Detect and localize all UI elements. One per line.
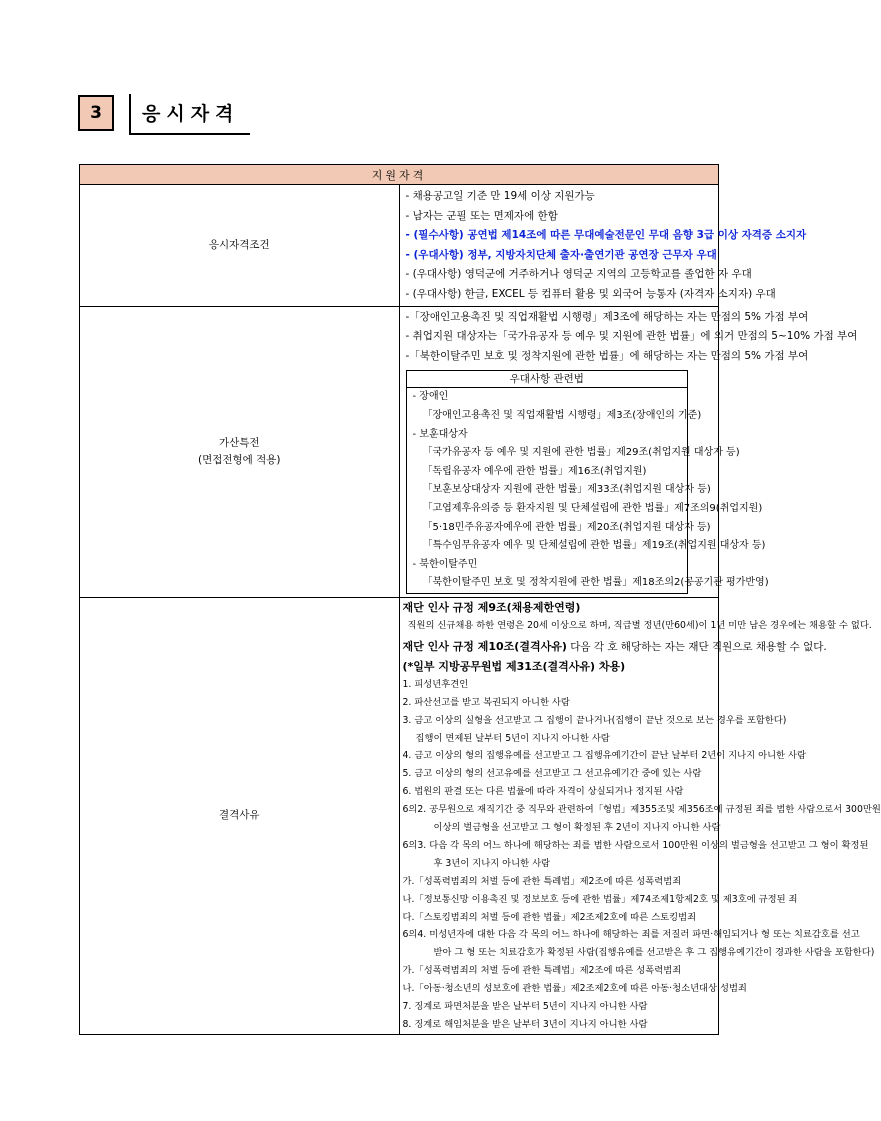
disqualification-item: 이상의 벌금형을 선고받고 그 형이 확정된 후 2년이 지나지 아니한 사람 xyxy=(433,822,721,834)
law-reference-title: (*일부 지방공무원법 제31조(결격사유) 차용) xyxy=(402,659,626,673)
disqualification-item: 나.「아동·청소년의 성보호에 관한 법률」제2조제2호에 따른 아동·청소년대상 성범죄 xyxy=(402,983,747,995)
disqualification-item: 6. 법원의 판결 또는 다른 법률에 따라 자격이 상실되거나 정지된 사람 xyxy=(402,786,684,798)
bonus-line: -「북한이탈주민 보호 및 정착지원에 관한 법률」에 해당하는 자는 만점의 5% 가점 부여 xyxy=(405,349,809,362)
law-item: 「특수임무유공자 예우 및 단체설립에 관한 법률」제19조(취업지원 대상자 등) xyxy=(422,540,766,552)
section-title: 응시자격 xyxy=(142,103,240,125)
table-header: 지원자격 xyxy=(80,165,719,185)
disqualification-item: 6의2. 공무원으로 재직기간 중 직무와 관련하여「형법」제355조및 제356조에 규정된 죄를 범한 사람으로서 300만원 xyxy=(402,804,881,816)
law-category: - 장애인 xyxy=(412,391,449,403)
law-item: 「북한이탈주민 보호 및 정착지원에 관한 법률」제18조의2(공공기관 평가반영) xyxy=(422,577,769,589)
section-number: 3 xyxy=(78,95,114,131)
disqualification-item: 6의3. 다음 각 목의 어느 하나에 해당하는 죄를 범한 사람으로서 100만원 이상의 벌금형을 선고받고 그 형이 확정된 xyxy=(402,839,869,851)
disqualification-item: 6의4. 미성년자에 대한 다음 각 목의 어느 하나에 해당하는 죄를 저질러 파면·해임되거나 형 또는 치료감호를 선고 xyxy=(402,929,860,941)
law-item: 「5·18민주유공자예우에 관한 법률」제20조(취업지원 대상자 등) xyxy=(422,521,711,533)
row-label xyxy=(80,306,400,597)
row-content xyxy=(399,185,807,307)
law-category: - 북한이탈주민 xyxy=(412,558,478,570)
law-item: 「고엽제후유의증 등 환자지원 및 단체설립에 관한 법률」제7조의9(취업지원) xyxy=(422,502,763,514)
law-item: 「독립유공자 예우에 관한 법률」제16조(취업지원) xyxy=(422,465,647,477)
regulation-title: 재단 인사 규정 제9조(채용제한연령) xyxy=(402,600,581,614)
disqualification-item: 4. 금고 이상의 형의 집행유예를 선고받고 그 집행유예기간이 끝난 날부터 2년이 지나지 아니한 사람 xyxy=(402,750,806,762)
bonus-line: -「장애인고용촉진 및 직업재활법 시행령」제3조에 해당하는 자는 만점의 5% 가점 부여 xyxy=(405,310,809,323)
bonus-line: - 취업지원 대상자는「국가유공자 등 예우 및 지원에 관한 법률」에 의거 만점의 5~10% 가점 부여 xyxy=(405,330,858,343)
requirement-line: - 남자는 군필 또는 면제자에 한함 xyxy=(405,209,558,222)
section-divider xyxy=(129,94,131,134)
requirement-line: - (우대사항) 한글, EXCEL 등 컴퓨터 활용 및 외국어 능통자 (자격자 소지자) 우대 xyxy=(405,287,776,300)
row-label-sub: (면접전형에 적용) xyxy=(197,453,281,466)
related-law-box xyxy=(406,370,769,594)
disqualification-item: 후 3년이 지나지 아니한 사람 xyxy=(433,857,551,869)
row-content xyxy=(399,597,881,1034)
qualification-table xyxy=(79,164,881,1035)
disqualification-item: 받아 그 형 또는 치료감호가 확정된 사람(집행유예를 선고받은 후 그 집행유예기간이 경과한 사람을 포함한다) xyxy=(433,947,875,959)
row-content xyxy=(399,306,858,597)
table-row xyxy=(80,185,719,307)
disqualification-item: 다.「스토킹범죄의 처벌 등에 관한 법률」제2조제2호에 따른 스토킹범죄 xyxy=(402,911,697,923)
law-category: - 보훈대상자 xyxy=(412,428,468,440)
row-label-main: 가산특전 xyxy=(218,436,260,449)
disqualification-item: 2. 파산선고를 받고 복권되지 아니한 사람 xyxy=(402,696,570,708)
disqualification-item: 1. 피성년후견인 xyxy=(402,678,469,690)
disqualification-item: 가.「성폭력범죄의 처벌 등에 관한 특례법」제2조에 따른 성폭력범죄 xyxy=(402,875,682,887)
regulation-text: 직원의 신규채용 하한 연령은 20세 이상으로 하며, 직급별 정년(만60세)이 1년 미만 남은 경우에는 채용할 수 없다. xyxy=(407,619,872,631)
row-label: 응시자격조건 xyxy=(80,185,400,307)
law-item: 「보훈보상대상자 지원에 관한 법률」제33조(취업지원 대상자 등) xyxy=(422,484,711,496)
regulation-title: 재단 인사 규정 제10조(결격사유) xyxy=(402,639,567,653)
disqualification-item: 8. 징계로 해임처분을 받은 날부터 3년이 지나지 아니한 사람 xyxy=(402,1019,648,1030)
law-item: 「국가유공자 등 예우 및 지원에 관한 법률」제29조(취업지원 대상자 등) xyxy=(422,447,740,459)
regulation-line xyxy=(400,635,827,657)
disqualification-item: 7. 징계로 파면처분을 받은 날부터 5년이 지나지 아니한 사람 xyxy=(402,1001,648,1013)
disqualification-item: 5. 금고 이상의 형의 선고유예를 선고받고 그 선고유예기간 중에 있는 사람 xyxy=(402,768,702,780)
requirement-line: - 채용공고일 기준 만 19세 이상 지원가능 xyxy=(405,190,595,202)
related-law-title: 우대사항 관련법 xyxy=(407,371,688,388)
disqualification-item: 3. 금고 이상의 실형을 선고받고 그 집행이 끝나거나(집행이 끝난 것으로 보는 경우를 포함한다) xyxy=(402,714,787,726)
table-row xyxy=(80,597,719,1034)
disqualification-item: 가.「성폭력범죄의 처벌 등에 관한 특례법」제2조에 따른 성폭력범죄 xyxy=(402,965,682,977)
required-item-line: - (필수사항) 공연법 제14조에 따른 무대예술전문인 무대 음향 3급 이상 자격증 소지자 xyxy=(405,229,807,242)
law-item: 「장애인고용촉진 및 직업재활법 시행령」제3조(장애인의 기준) xyxy=(422,409,702,421)
disqualification-item: 집행이 면제된 날부터 5년이 지나지 아니한 사람 xyxy=(415,732,610,744)
requirement-line: - (우대사항) 영덕군에 거주하거나 영덕군 지역의 고등학교를 졸업한 자 우대 xyxy=(405,268,752,281)
table-row xyxy=(80,306,719,597)
preferred-item-line: - (우대사항) 정부, 지방자치단체 출자·출연기관 공연장 근무자 우대 xyxy=(405,248,717,261)
row-label: 결격사유 xyxy=(80,597,400,1034)
regulation-text: 다음 각 호 해당하는 자는 재단 직원으로 채용할 수 없다. xyxy=(566,640,827,653)
section-underline xyxy=(129,133,250,135)
disqualification-list xyxy=(400,676,881,1034)
disqualification-item: 나.「정보통신망 이용촉진 및 정보보호 등에 관한 법률」제74조제1항제2호 및 제3호에 규정된 죄 xyxy=(402,893,798,905)
